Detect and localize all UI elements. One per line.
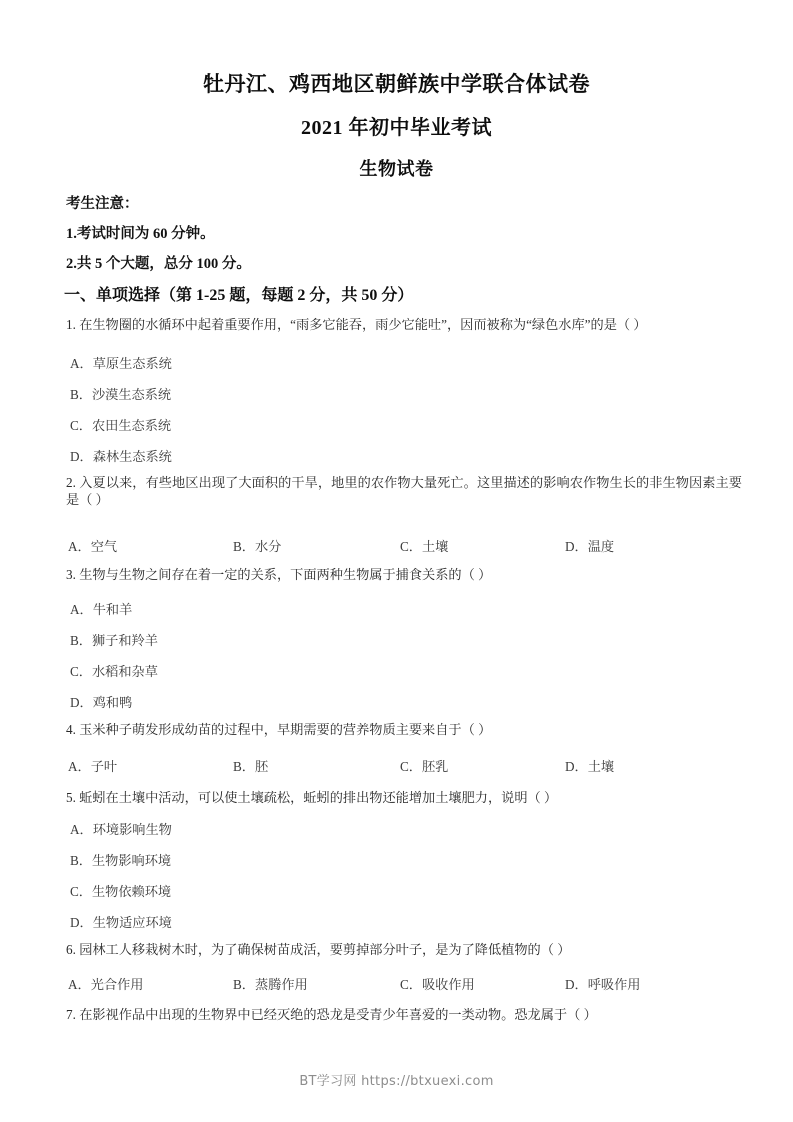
- question-options-row: [0, 756, 793, 774]
- question-option[interactable]: C．生物依赖环境: [70, 884, 172, 899]
- question-option[interactable]: A．草原生态系统: [70, 356, 172, 371]
- question-option[interactable]: A．牛和羊: [70, 602, 133, 617]
- question-option[interactable]: A．光合作用: [68, 977, 144, 992]
- paper-title-line-2: 2021 年初中毕业考试: [301, 117, 492, 139]
- question-option[interactable]: C．胚乳: [400, 759, 449, 774]
- question-stem: 5. 蚯蚓在土壤中活动，可以使土壤疏松，蚯蚓的排出物还能增加土壤肥力，说明（ ）: [66, 790, 558, 805]
- question-option[interactable]: D．土壤: [565, 759, 615, 774]
- question-stem: 3. 生物与生物之间存在着一定的关系，下面两种生物属于捕食关系的（ ）: [66, 567, 492, 582]
- question-option[interactable]: B．生物影响环境: [70, 853, 172, 868]
- question-option[interactable]: B．蒸腾作用: [233, 977, 308, 992]
- question-option[interactable]: B．胚: [233, 759, 269, 774]
- question-option[interactable]: A．空气: [68, 539, 118, 554]
- question-option[interactable]: D．生物适应环境: [70, 915, 172, 930]
- question-options-row: [0, 974, 793, 992]
- question-option[interactable]: A．环境影响生物: [70, 822, 172, 837]
- question-options-row: [0, 536, 793, 554]
- question-option[interactable]: C．土壤: [400, 539, 449, 554]
- question-stem: 7. 在影视作品中出现的生物界中已经灭绝的恐龙是受青少年喜爱的一类动物。恐龙属于（ ）: [66, 1007, 597, 1022]
- question-option[interactable]: B．沙漠生态系统: [70, 387, 172, 402]
- question-option[interactable]: D．森林生态系统: [70, 449, 172, 464]
- question-option[interactable]: C．水稻和杂草: [70, 664, 158, 679]
- question-option[interactable]: A．子叶: [68, 759, 118, 774]
- question-option[interactable]: C．农田生态系统: [70, 418, 172, 433]
- notice-item-1: 1.考试时间为 60 分钟。: [66, 226, 215, 242]
- notice-heading: 考生注意：: [66, 196, 139, 212]
- section-heading-multiple-choice: 一、单项选择（第 1-25 题，每题 2 分，共 50 分）: [64, 287, 414, 304]
- notice-item-2: 2.共 5 个大题，总分 100 分。: [66, 256, 251, 272]
- question-option[interactable]: D．鸡和鸭: [70, 695, 133, 710]
- paper-subject-title: 生物试卷: [359, 159, 434, 179]
- paper-title-line-1: 牡丹江、鸡西地区朝鲜族中学联合体试卷: [203, 72, 590, 96]
- question-option[interactable]: C．吸收作用: [400, 977, 475, 992]
- question-stem: 4. 玉米种子萌发形成幼苗的过程中，早期需要的营养物质主要来自于（ ）: [66, 722, 492, 737]
- question-option[interactable]: D．温度: [565, 539, 615, 554]
- question-option[interactable]: B．狮子和羚羊: [70, 633, 158, 648]
- question-stem: 6. 园林工人移栽树木时，为了确保树苗成活，要剪掉部分叶子，是为了降低植物的（ ）: [66, 942, 571, 957]
- question-option[interactable]: D．呼吸作用: [565, 977, 641, 992]
- question-stem: 2. 入夏以来，有些地区出现了大面积的干旱，地里的农作物大量死亡。这里描述的影响农作物生长的非生物因素主要是（ ）: [66, 475, 742, 507]
- question-stem: 1. 在生物圈的水循环中起着重要作用，“雨多它能吞，雨少它能吐”，因而被称为“绿色水库”的是（ ）: [66, 317, 647, 332]
- question-option[interactable]: B．水分: [233, 539, 282, 554]
- site-watermark: BT学习网 https://btxuexi.com: [299, 1074, 494, 1089]
